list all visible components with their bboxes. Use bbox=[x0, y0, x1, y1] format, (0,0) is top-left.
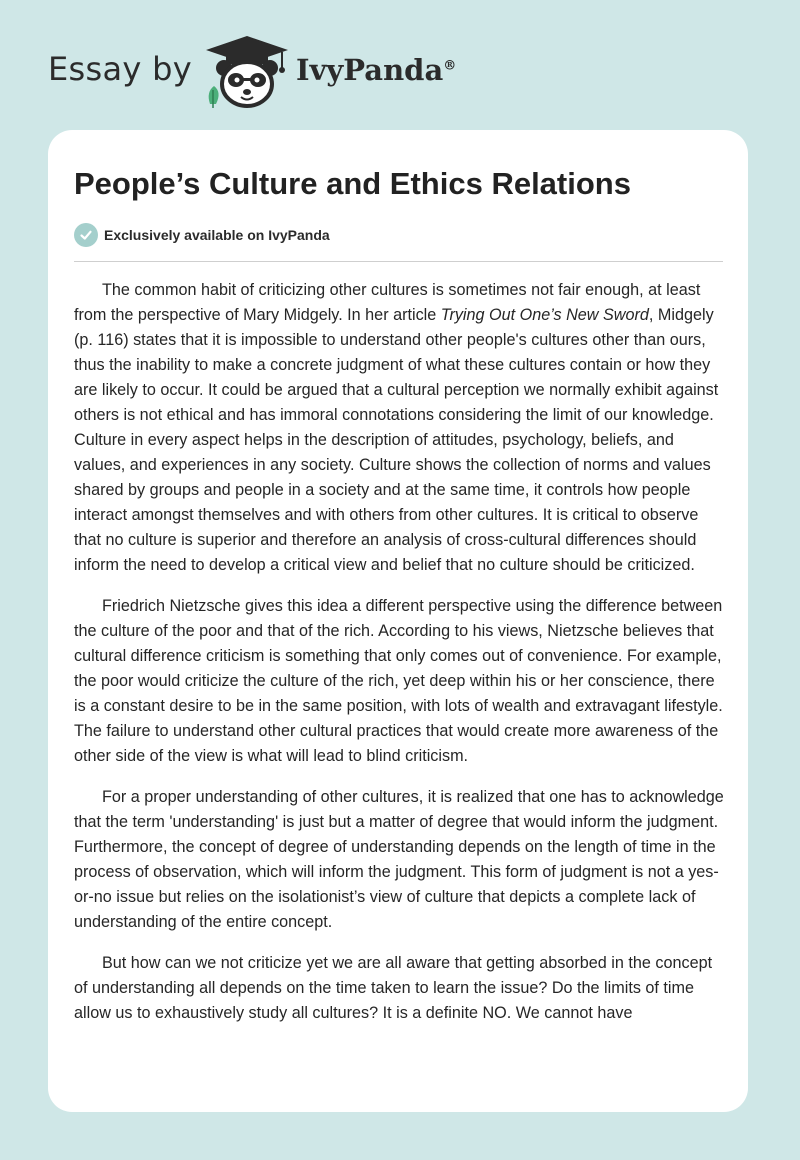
paragraph-text: The common habit of criticizing other cultures is sometimes not fair enough, at least from the perspective of Mary Midgely. In her article bbox=[74, 281, 701, 324]
brand-name[interactable] bbox=[296, 53, 456, 87]
site-header bbox=[0, 0, 800, 130]
brand-name-text: IvyPanda bbox=[296, 53, 444, 87]
divider bbox=[74, 261, 723, 262]
essay-by-label: Essay by bbox=[48, 50, 192, 88]
paragraph: But how can we not criticize yet we are all aware that getting absorbed in the concept of understanding all depends on the time taken to learn the issue? Do the limits of time allow us to exhaustively study all cultures? It is a definite NO. We cannot have bbox=[74, 954, 713, 1022]
registered-mark: ® bbox=[443, 58, 457, 74]
panda-graduate-icon[interactable] bbox=[202, 34, 292, 110]
paragraph: Friedrich Nietzsche gives this idea a different perspective using the difference between the culture of the poor and that of the rich. According to his views, Nietzsche believes that cultural difference criticism is something that only comes out of convenience. For example, the poor would criticize the culture of the rich, yet deep within his or her conscience, there is a constant desire to be in the same position, with lots of wealth and extravagant lifestyle. The failure to understand other cultural practices that would create more awareness of the other side of the view is what will lead to blind criticism. bbox=[74, 597, 723, 765]
check-icon bbox=[74, 223, 98, 247]
article-title-italic: Trying Out One’s New Sword bbox=[440, 306, 649, 324]
leaf-icon bbox=[209, 86, 219, 108]
exclusive-badge-text: Exclusively available on IvyPanda bbox=[104, 227, 330, 243]
page-title: People’s Culture and Ethics Relations bbox=[74, 166, 631, 201]
paragraph: For a proper understanding of other cultures, it is realized that one has to acknowledge that the term 'understanding' is just but a matter of degree that would inform the judgment. Furthermore, the concept of degree of understanding depends on the length of time in the process of observation, which will inform the judgment. This form of judgment is not a yes-or-no issue but relies on the isolationist’s view of culture that depicts a complete lack of understanding of the entire concept. bbox=[74, 788, 724, 931]
essay-card bbox=[48, 130, 748, 1112]
exclusive-badge bbox=[74, 222, 330, 248]
paragraph-text: , Midgely (p. 116) states that it is impossible to understand other people's cultures other than ours, thus the inability to make a concrete judgment of what these cultures contain or how they are likely to occur. It could be argued that a cultural perception we normally exhibit against others is not ethical and has immoral connotations considering the limit of our knowledge. Culture in every aspect helps in the description of attitudes, psychology, beliefs, and values, and experiences in any society. Culture shows the collection of norms and values shared by groups and people in a society and at the same time, it controls how people interact amongst themselves and with others from other cultures. It is critical to observe that no culture is superior and therefore an analysis of cross-cultural differences should inform the need to develop a critical view and belief that no culture should be criticized. bbox=[74, 306, 719, 574]
essay-body bbox=[74, 278, 724, 1042]
paragraph bbox=[74, 278, 724, 578]
